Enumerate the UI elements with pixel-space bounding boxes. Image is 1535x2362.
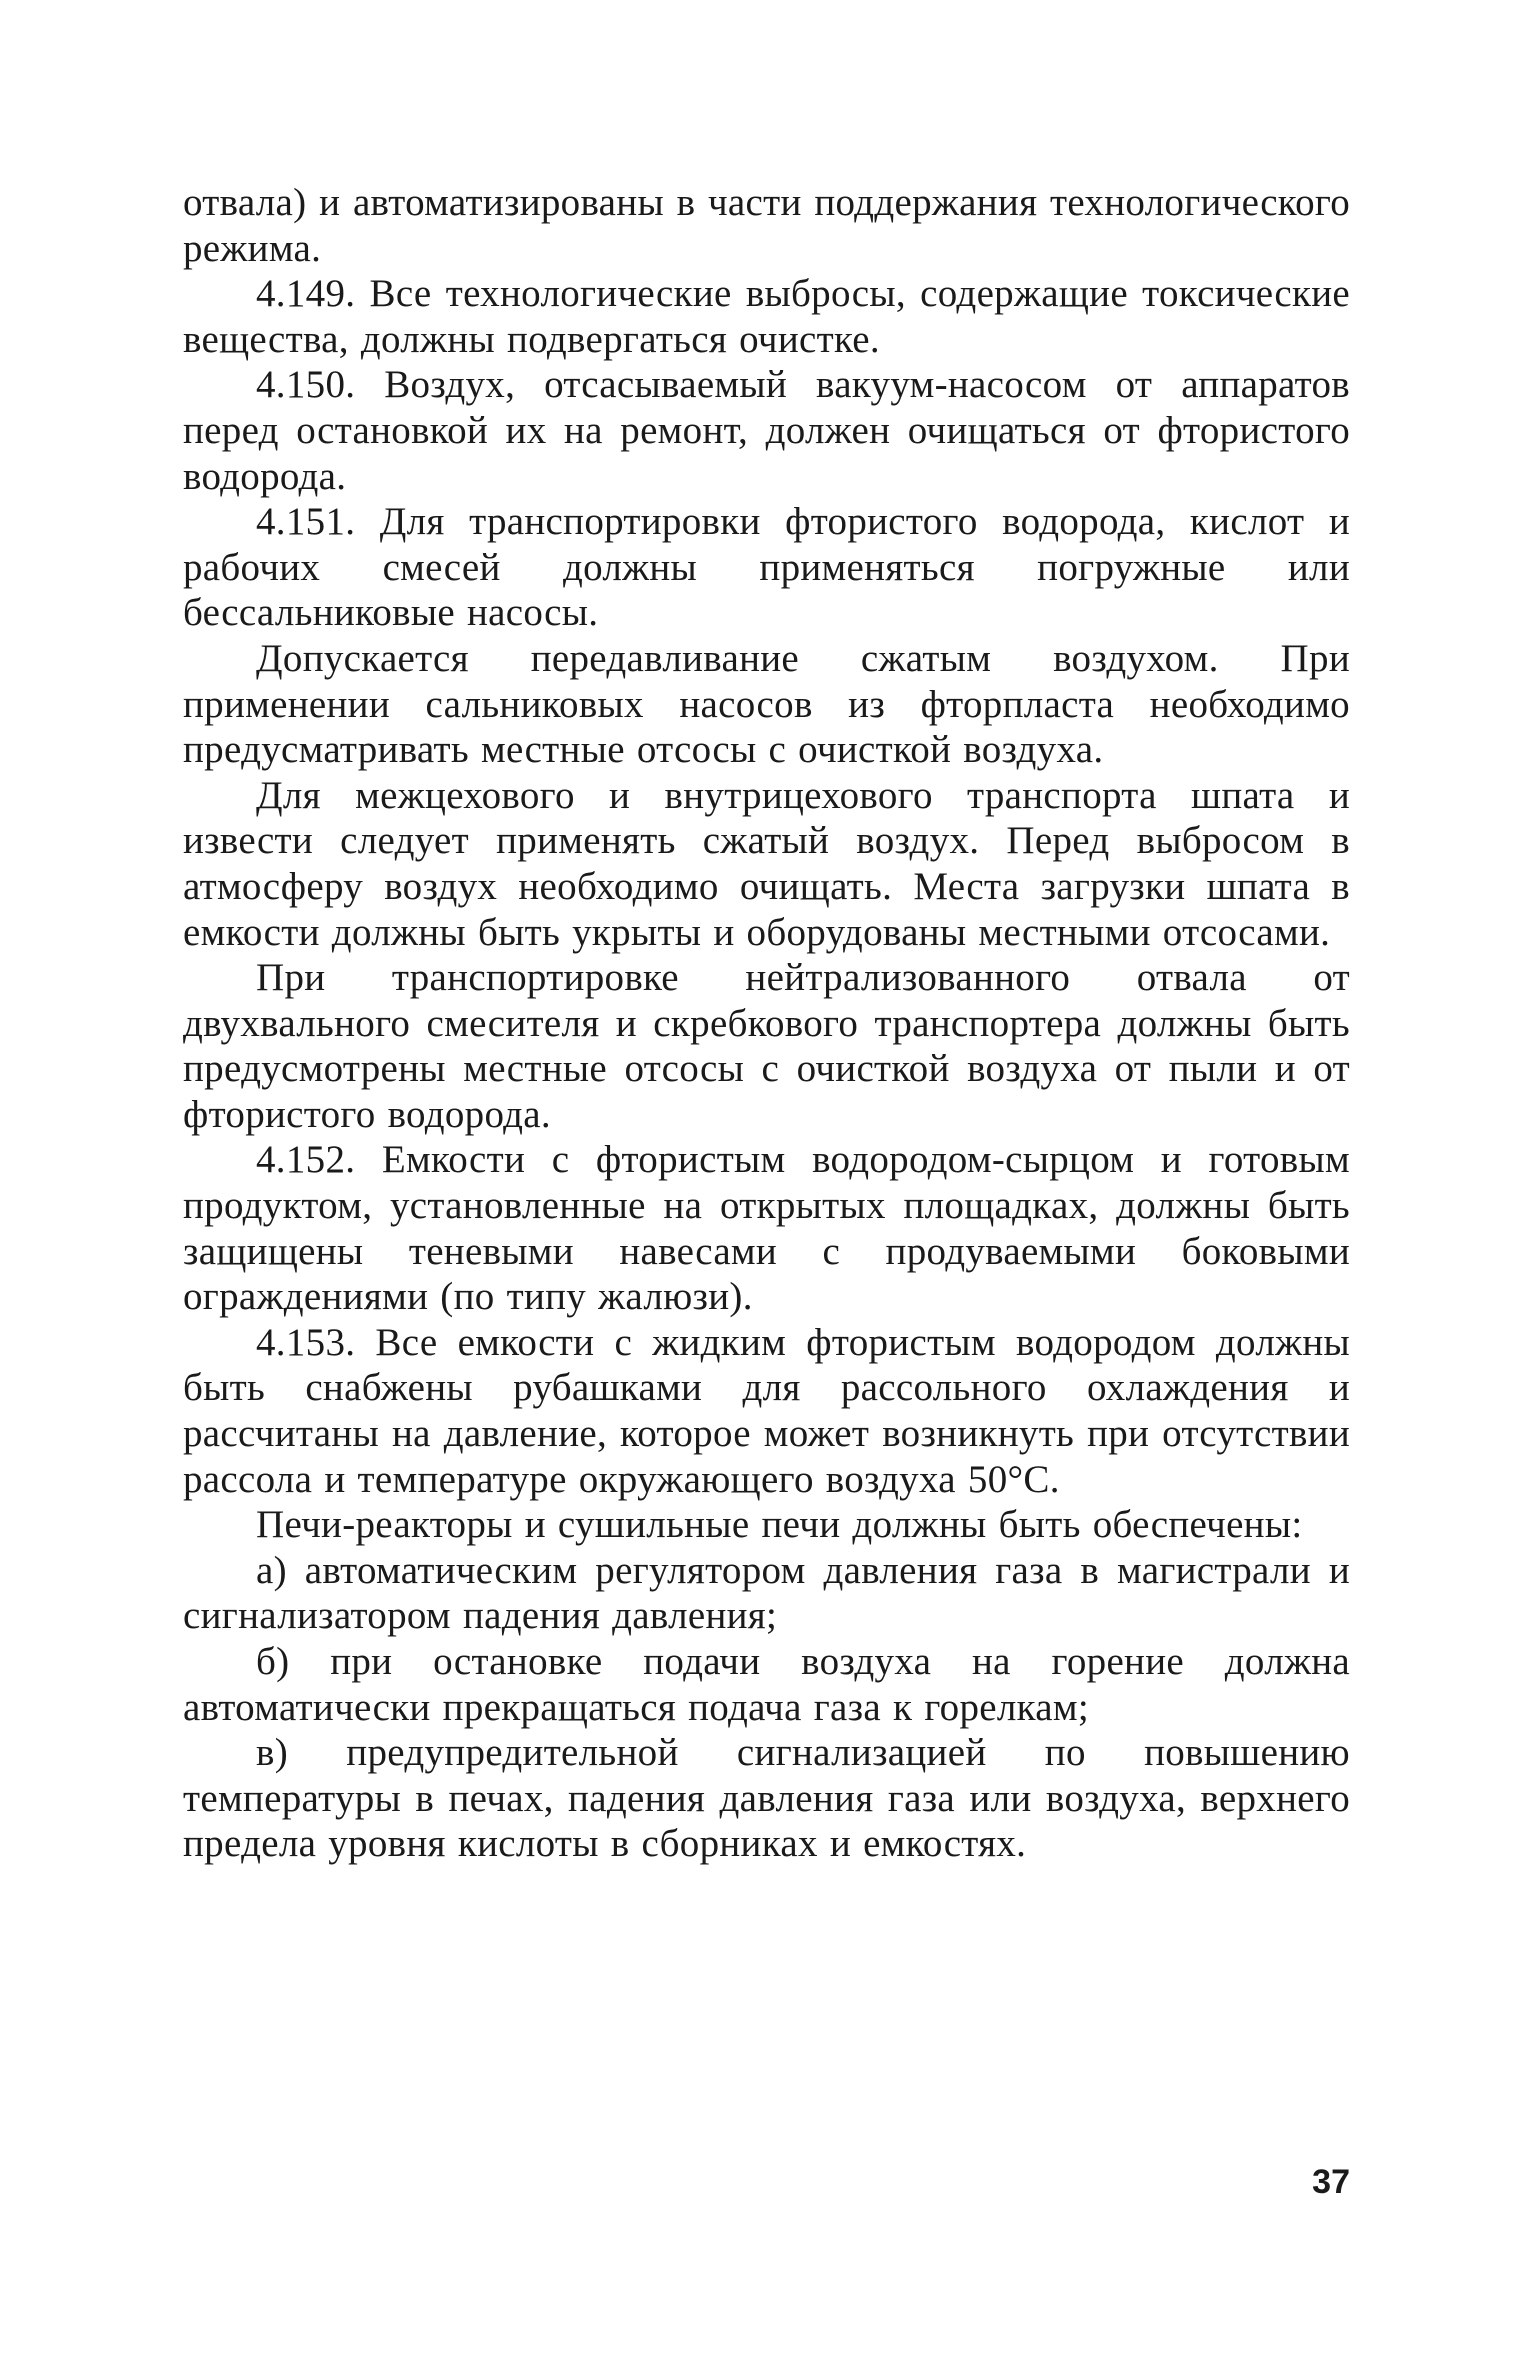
paragraph: Для межцехового и внутрицехового транспорта шпата и извести следует применять сжатый воздух. Перед выбросом в атмосферу воздух необходимо очищать. Места загрузки шпата в емкости должны быть укрыты и оборудованы местными отсосами.: [183, 773, 1350, 954]
paragraph: 4.149. Все технологические выбросы, содержащие токсические вещества, должны подвергаться очистке.: [183, 272, 1350, 361]
paragraph: Допускается передавливание сжатым воздухом. При применении сальниковых насосов из фторпласта необходимо предусматривать местные отсосы с очисткой воздуха.: [183, 636, 1350, 772]
paragraph: При транспортировке нейтрализованного отвала от двухвального смесителя и скребкового транспортера должны быть предусмотрены местные отсосы с очисткой воздуха от пыли и от фтористого водорода.: [183, 956, 1350, 1136]
paragraph: 4.151. Для транспортировки фтористого водорода, кислот и рабочих смесей должны применяться погружные или бессальниковые насосы.: [183, 500, 1350, 635]
paragraph: 4.152. Емкости с фтористым водородом-сырцом и готовым продуктом, установленные на открытых площадках, должны быть защищены теневыми навесами с продуваемыми боковыми ограждениями (по типу жалюзи).: [183, 1138, 1350, 1319]
list-item: в) предупредительной сигнализацией по повышению температуры в печах, падения давления газа или воздуха, верхнего предела уровня кислоты в сборниках и емкостях.: [183, 1731, 1350, 1866]
paragraph: 4.153. Все емкости с жидким фтористым водородом должны быть снабжены рубашками для рассольного охлаждения и рассчитаны на давление, которое может возникнуть при отсутствии рассола и температуре окружающего воздуха 50°С.: [183, 1320, 1350, 1501]
page-number: 37: [1312, 2163, 1350, 2201]
list-item: а) автоматическим регулятором давления газа в магистрали и сигнализатором падения давления;: [183, 1548, 1350, 1638]
paragraph: Печи-реакторы и сушильные печи должны быть обеспечены:: [256, 1503, 1303, 1547]
paragraph: отвала) и автоматизированы в части поддержания технологического режима.: [183, 181, 1350, 270]
body-text: [183, 180, 1350, 1867]
list-item: б) при остановке подачи воздуха на горение должна автоматически прекращаться подача газа к горелкам;: [183, 1640, 1350, 1729]
paragraph: 4.150. Воздух, отсасываемый вакуум-насосом от аппаратов перед остановкой их на ремонт, должен очищаться от фтористого водорода.: [183, 363, 1350, 498]
